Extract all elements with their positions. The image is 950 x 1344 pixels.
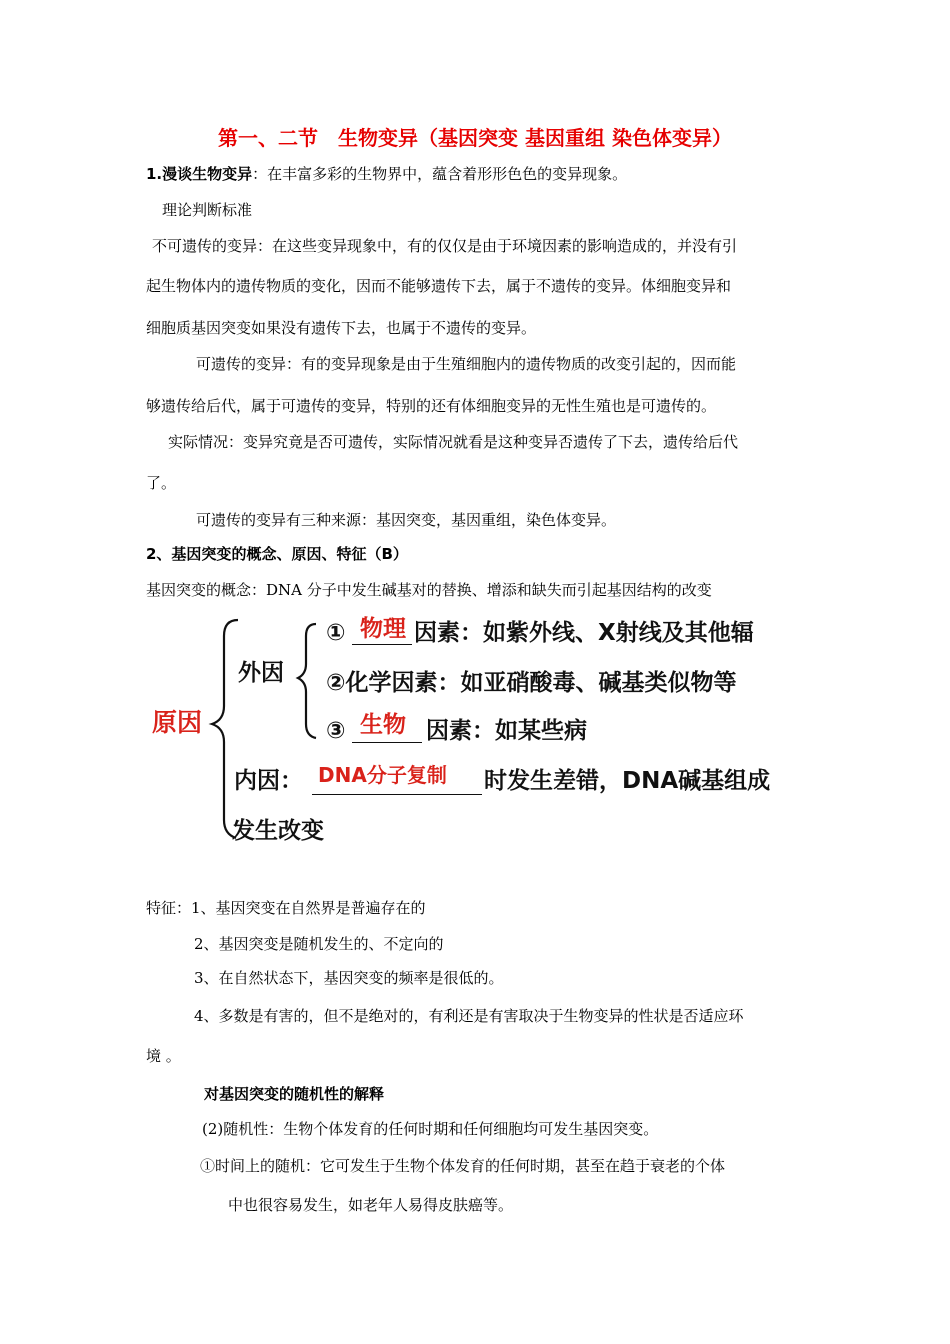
non-heritable-line-1: 不可遗传的变异：在这些变异现象中，有的仅仅是由于环境因素的影响造成的，并没有引 — [152, 237, 738, 255]
features-lead: 特征： — [146, 899, 192, 917]
non-heritable-line-2: 起生物体内的遗传物质的变化，因而不能够遗传下去，属于不遗传的变异。体细胞变异和 — [146, 277, 732, 295]
item3-number: ③ — [326, 718, 346, 744]
actual-line-2: 了。 — [146, 474, 177, 492]
internal-text: 时发生差错，DNA碱基组成 — [484, 768, 771, 794]
features-line-1 — [146, 898, 426, 918]
item1-blank — [352, 644, 412, 645]
feature-item: 2、基因突变是随机发生的、不定向的 — [194, 935, 444, 953]
heritable-line-1: 可遗传的变异：有的变异现象是由于生殖细胞内的遗传物质的改变引起的，因而能 — [196, 355, 737, 373]
feature-item: 3、在自然状态下，基因突变的频率是很低的。 — [194, 969, 504, 987]
item3-text: 因素：如某些病 — [426, 718, 587, 744]
non-heritable-line-3: 细胞质基因突变如果没有遗传下去，也属于不遗传的变异。 — [146, 319, 537, 337]
section1-intro — [146, 164, 627, 184]
actual-line-1: 实际情况：变异究竟是否可遗传，实际情况就看是这种变异否遗传了下去，遗传给后代 — [168, 433, 739, 451]
feature-item: 1、基因突变在自然界是普遍存在的 — [191, 899, 426, 917]
heritable-line-2: 够遗传给后代，属于可遗传的变异，特别的还有体细胞变异的无性生殖也是可遗传的。 — [146, 397, 717, 415]
sources-line: 可遗传的变异有三种来源：基因突变，基因重组，染色体变异。 — [196, 511, 617, 529]
section1-heading: 1.漫谈生物变异 — [146, 165, 253, 183]
external-brace — [298, 624, 316, 738]
item3-blank — [352, 742, 422, 743]
randomness-heading: 对基因突变的随机性的解释 — [204, 1085, 385, 1103]
internal-text-2: 发生改变 — [232, 818, 324, 844]
randomness-item-2: (2)随机性：生物个体发育的任何时期和任何细胞均可发生基因突变。 — [202, 1120, 659, 1138]
feature-item-continued: 境 。 — [146, 1047, 181, 1065]
item1-text: 因素：如紫外线、X射线及其他辐 — [414, 620, 754, 646]
mutation-concept: 基因突变的概念：DNA 分子中发生碱基对的替换、增添和缺失而引起基因结构的改变 — [146, 581, 712, 599]
item2-text: ②化学因素：如亚硝酸毒、碱基类似物等 — [326, 670, 737, 696]
page-title: 第一、二节 生物变异（基因突变 基因重组 染色体变异） — [218, 126, 732, 150]
randomness-time-2: 中也很容易发生，如老年人易得皮肤癌等。 — [228, 1196, 514, 1214]
feature-item: 4、多数是有害的，但不是绝对的，有利还是有害取决于生物变异的性状是否适应环 — [194, 1007, 744, 1025]
internal-blank — [312, 794, 482, 795]
external-label: 外因 — [238, 660, 284, 686]
mutation-causes-diagram — [146, 606, 810, 856]
item3-fill: 生物 — [360, 712, 406, 738]
randomness-time-1: ①时间上的随机：它可发生于生物个体发育的任何时期，甚至在趋于衰老的个体 — [200, 1157, 726, 1175]
section1-heading-rest: ：在丰富多彩的生物界中，蕴含着形形色色的变异现象。 — [252, 165, 628, 183]
internal-fill: DNA分子复制 — [318, 763, 447, 787]
item1-fill: 物理 — [360, 616, 406, 642]
cause-label: 原因 — [152, 708, 203, 737]
main-brace — [212, 620, 238, 838]
internal-label: 内因： — [234, 768, 303, 794]
theory-label: 理论判断标准 — [162, 201, 253, 219]
item1-number: ① — [326, 620, 346, 646]
section2-heading: 2、基因突变的概念、原因、特征（B） — [146, 545, 408, 563]
